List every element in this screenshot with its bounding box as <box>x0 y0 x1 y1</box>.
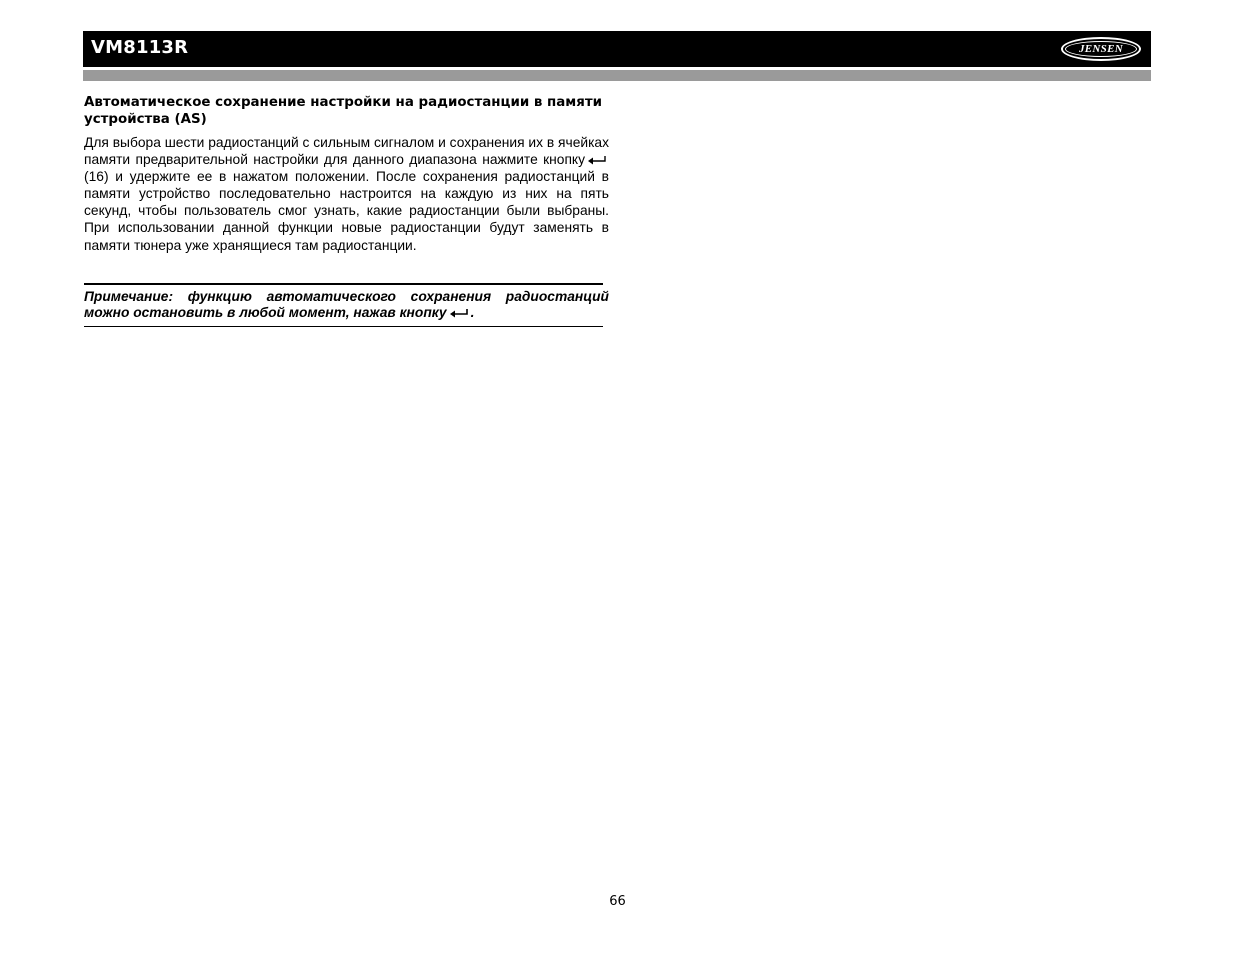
enter-arrow-icon <box>449 308 469 318</box>
page-number: 66 <box>609 894 626 909</box>
note <box>84 289 609 320</box>
enter-arrow-icon <box>587 155 607 165</box>
note-rule-top <box>84 283 603 285</box>
header-divider-bar <box>83 70 1151 81</box>
brand-logo-text: JENSEN <box>1065 41 1137 57</box>
section-body <box>84 134 609 254</box>
model-title: VM8113R <box>91 37 189 58</box>
header-bar <box>83 31 1151 67</box>
section-heading: Автоматическое сохранение настройки на радиостанции в памяти устройства (AS) <box>84 95 602 127</box>
note-end: . <box>470 304 475 320</box>
note-rule-bottom <box>84 326 603 327</box>
body-text-part2: (16) и удержите ее в нажатом положении. После сохранения радиостанций в памяти устройство последовательно настроится на каждую из них на пять секунд, чтобы пользователь смог узнать, какие радиостанции были выбраны. При использовании данной функции новые радиостанции будут заменять в памяти тюнера уже хранящиеся там радиостанции. <box>84 169 609 253</box>
body-text-part1: Для выбора шести радиостанций с сильным сигналом и сохранения их в ячейках памяти предварительной настройки для данного диапазона нажмите кнопку <box>84 135 609 168</box>
brand-logo <box>1061 37 1141 61</box>
note-text: Примечание: функцию автоматического сохранения радиостанций можно остановить в любой момент, нажав кнопку <box>84 289 609 320</box>
